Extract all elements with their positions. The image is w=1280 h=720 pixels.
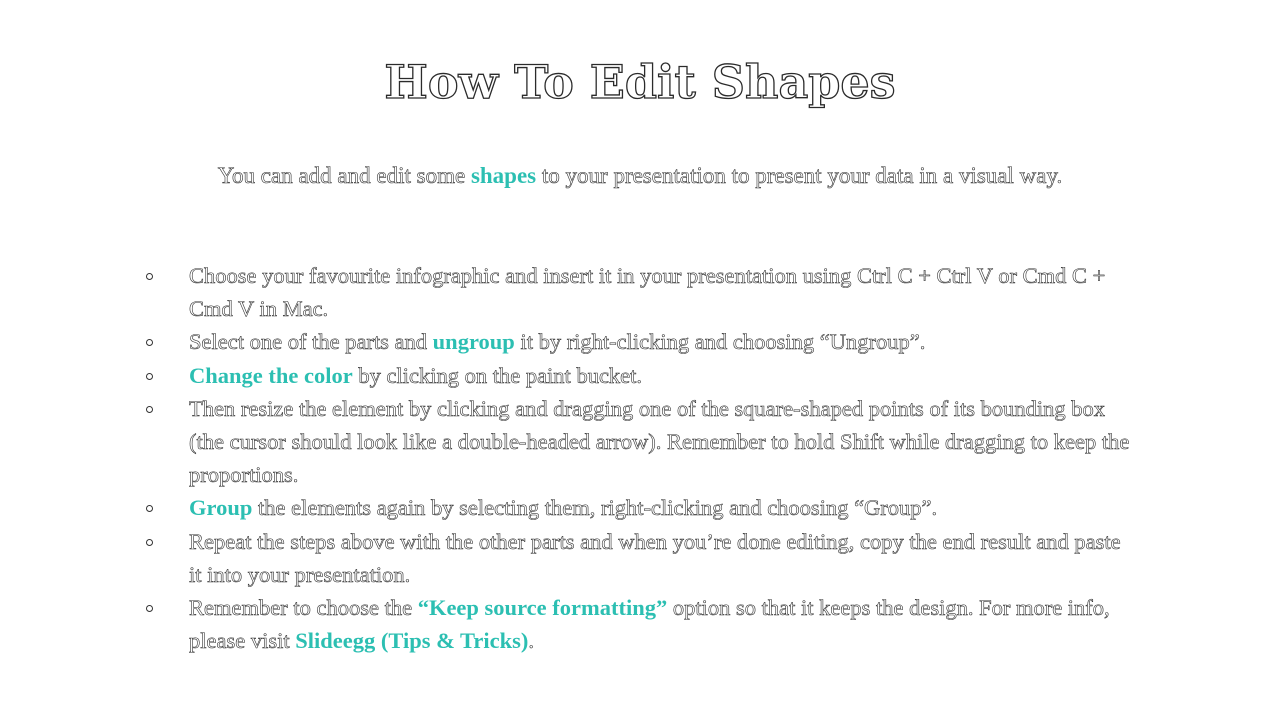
step-text: Repeat the steps above with the other parts and when you’re done editing, copy the end result and paste it into your presentation. (189, 528, 1121, 587)
bullet-icon (146, 539, 153, 546)
slideegg-tips-link[interactable]: Slideegg (Tips & Tricks) (295, 628, 529, 654)
step-repeat (144, 525, 1134, 591)
bullet-icon (146, 373, 153, 380)
bullet-icon (146, 273, 153, 280)
step-text-before: Remember to choose the (189, 595, 418, 621)
bullet-icon (146, 605, 153, 612)
step-text-after: it by right-clicking and choosing “Ungroup”. (514, 329, 926, 355)
step-text: Then resize the element by clicking and dragging one of the square-shaped points of its bounding box (the cursor should look like a double-headed arrow). Remember to hold Shift while dragging to keep the proportions. (189, 395, 1130, 488)
bullet-icon (146, 406, 153, 413)
step-text-middle: option so that it keeps the design. For more info, please visit (189, 595, 1110, 654)
step-text-after: by clicking on the paint bucket. (352, 362, 643, 388)
steps-list (144, 259, 1134, 657)
step-ungroup (144, 325, 1134, 358)
intro-text (0, 160, 1280, 192)
step-keep-formatting (144, 591, 1134, 657)
intro-highlight-shapes: shapes (470, 163, 537, 188)
step-text-before: Select one of the parts and (189, 329, 433, 355)
slide-title: How To Edit Shapes (384, 55, 896, 109)
bullet-icon (146, 505, 153, 512)
bullet-icon (146, 339, 153, 346)
intro-before: You can add and edit some (217, 163, 471, 188)
step-highlight-ungroup: ungroup (432, 329, 515, 355)
step-highlight-keep-source-formatting: “Keep source formatting” (417, 595, 668, 621)
step-group (144, 491, 1134, 524)
step-resize (144, 392, 1134, 492)
step-highlight-group: Group (189, 495, 253, 521)
step-change-color (144, 359, 1134, 392)
step-text-after: the elements again by selecting them, right-clicking and choosing “Group”. (252, 495, 938, 521)
step-insert-infographic (144, 259, 1134, 325)
step-text: Choose your favourite infographic and insert it in your presentation using Ctrl C + Ctrl V or Cmd C + Cmd V in Mac. (189, 263, 1106, 322)
step-text-after: . (528, 628, 535, 654)
step-highlight-change-color: Change the color (189, 362, 353, 388)
intro-after: to your presentation to present your data in a visual way. (536, 163, 1063, 188)
